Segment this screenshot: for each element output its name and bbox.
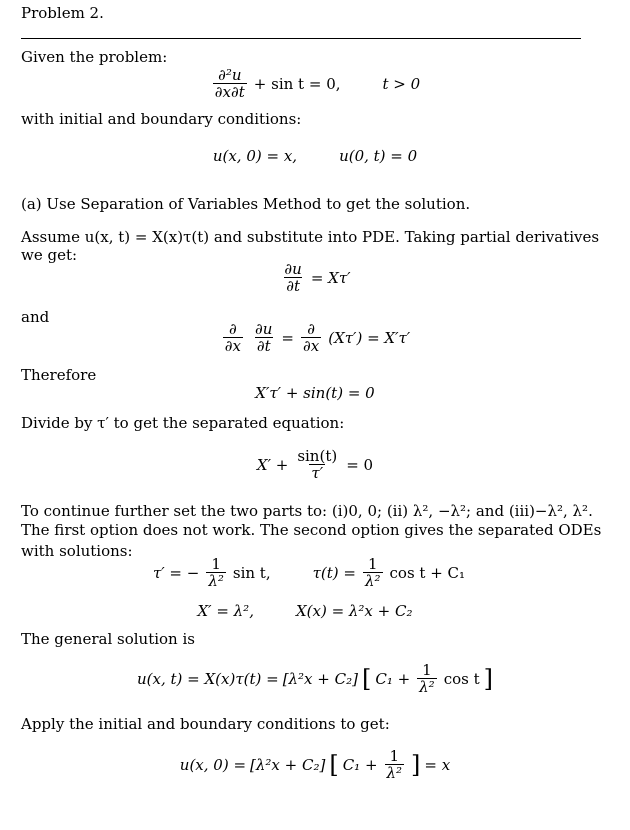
du-rest: = Xτ′: [310, 268, 351, 287]
x-solution: X(x) = λ²x + C₂: [295, 602, 413, 620]
and-fraction-1: [223, 321, 243, 354]
separated-equation: [0, 448, 630, 481]
and-den-3: ∂x: [303, 337, 320, 355]
problem-title: Problem 2.: [21, 4, 104, 22]
pde-numerator: ∂²u: [218, 66, 242, 84]
general-solution: u(x, t) = X(x)τ(t) = [λ²x + C₂] [ C₁ + $\frac{1}{\text{λ²}}$ cos t ]: [136, 661, 494, 696]
therefore-text: Therefore: [21, 366, 97, 384]
and-num-2: ∂u: [255, 320, 273, 338]
tau-prime-rhs: sin t,: [232, 563, 271, 582]
pde-equation: [0, 66, 630, 100]
given-text: Given the problem:: [21, 48, 168, 66]
tau-rhs: cos t + C₁: [389, 563, 466, 582]
general-text: The general solution is: [21, 630, 195, 648]
general-den: λ²: [419, 678, 435, 696]
applied-equation: u(x, 0) = [λ²x + C₂] [ C₁ + $\frac{1}{\text{λ²}}$ ] = x: [179, 747, 451, 782]
general-num: 1: [422, 661, 432, 679]
tau-prime-lhs: τ′ = −: [152, 563, 200, 582]
general-c1: C₁ +: [375, 669, 411, 688]
general-cos: cos t: [443, 669, 480, 688]
and-num-1: ∂: [229, 320, 237, 338]
sep-numerator: sin(t): [297, 447, 338, 465]
applied-c1: C₁ +: [342, 755, 378, 774]
and-fraction-3: [301, 321, 321, 354]
assume-line-2: we get:: [21, 246, 78, 264]
tau-num: 1: [367, 555, 378, 573]
tau-fraction: [363, 556, 383, 589]
applied-num: 1: [389, 747, 400, 765]
part-a-heading: (a) Use Separation of Variables Method to get the solution.: [21, 195, 471, 213]
general-lhs: u(x, t) = X(x)τ(t) =: [136, 669, 279, 688]
continue-line-3: with solutions:: [21, 542, 133, 560]
and-den-1: ∂x: [224, 337, 241, 355]
initial-condition: u(x, 0) = x,: [212, 147, 298, 165]
boundary-condition: u(0, t) = 0: [339, 147, 418, 165]
and-rest: (Xτ′) = X′τ′: [328, 328, 411, 347]
x-prime-eq: X′ = λ²,: [197, 602, 254, 620]
general-fraction: [417, 662, 437, 695]
apply-text: Apply the initial and boundary conditions to get:: [21, 715, 390, 733]
du-numerator: ∂u: [284, 260, 302, 278]
divide-text: Divide by τ′ to get the separated equation:: [21, 414, 345, 432]
conditions-equation: [0, 147, 630, 165]
sep-rhs: = 0: [346, 455, 374, 474]
and-equals: =: [281, 328, 294, 347]
and-num-3: ∂: [307, 320, 315, 338]
applied-rhs: = x: [424, 755, 451, 774]
du-dt-fraction: [282, 261, 303, 294]
general-bracket-1: [λ²x + C₂]: [282, 669, 358, 688]
tau-prime-den: λ²: [208, 572, 224, 590]
applied-lhs: u(x, 0) =: [179, 755, 247, 774]
continue-line-1: To continue further set the two parts to: (i)0, 0; (ii) λ², −λ²; and (iii)−λ², λ².: [21, 502, 593, 520]
and-fraction-2: [253, 321, 274, 354]
continue-line-2: The first option does not work. The second option gives the separated ODEs: [21, 521, 602, 539]
du-dt-equation: [0, 260, 630, 294]
conditions-text: with initial and boundary conditions:: [21, 110, 302, 128]
applied-bracket-1: [λ²x + C₂]: [250, 755, 326, 774]
tau-lhs: τ(t) =: [312, 563, 356, 582]
therefore-equation: [0, 384, 630, 402]
sep-denominator: τ′: [311, 464, 324, 482]
title-divider: [21, 38, 581, 39]
and-den-2: ∂t: [256, 337, 271, 355]
pde-fraction: [213, 67, 247, 100]
sep-fraction: [295, 448, 339, 481]
pde-condition: t > 0: [382, 74, 421, 93]
assume-line-1: Assume u(x, t) = X(x)τ(t) and substitute into PDE. Taking partial derivatives: [21, 228, 600, 246]
tau-prime-num: 1: [211, 555, 221, 573]
pde-denominator: ∂x∂t: [214, 83, 245, 101]
du-denominator: ∂t: [286, 277, 301, 295]
pde-rest: + sin t = 0,: [253, 74, 341, 93]
x-equations: [0, 602, 620, 620]
tau-prime-fraction: [206, 556, 226, 589]
sep-lhs: X′ +: [256, 455, 289, 474]
tau-equations: [0, 556, 624, 589]
applied-fraction: [385, 748, 405, 781]
and-text: and: [21, 308, 50, 326]
and-equation: [0, 320, 630, 354]
applied-den: λ²: [386, 764, 403, 782]
tau-den: λ²: [364, 572, 381, 590]
therefore-expression: X′τ′ + sin(t) = 0: [255, 384, 375, 402]
